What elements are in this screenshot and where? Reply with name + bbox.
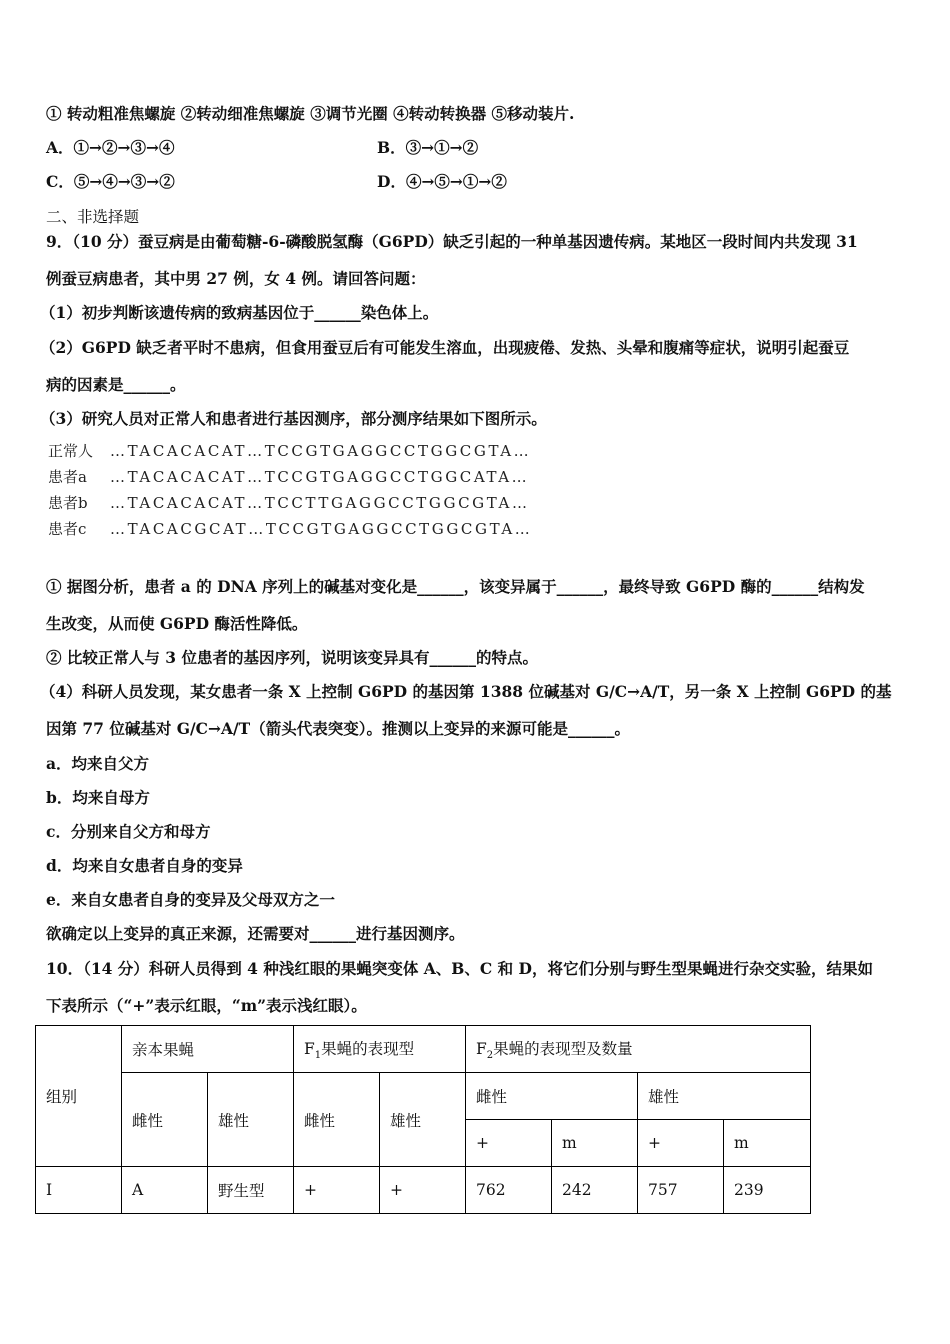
q9-choice-e: e．来自女患者自身的变异及父母双方之一 — [46, 890, 335, 909]
f2-female-plus-header: + — [466, 1120, 552, 1167]
sequence-dna: …TACACACAT…TCCGTGAGGCCTGGCGTA… — [110, 442, 532, 460]
section-title: 二、非选择题 — [46, 208, 140, 226]
row-f1-female: + — [294, 1167, 380, 1214]
q9-final: 欲确定以上变异的真正来源，还需要对______进行基因测序。 — [46, 924, 465, 943]
row-f2-male-plus: 757 — [638, 1167, 724, 1214]
table-row — [36, 1167, 811, 1214]
f1-female-header: 雌性 — [294, 1073, 380, 1167]
row-f2-female-plus: 762 — [466, 1167, 552, 1214]
row-f1-male: + — [380, 1167, 466, 1214]
q8-option-c: C．⑤→④→③→② — [46, 172, 175, 191]
sequence-dna: …TACACACAT…TCCGTGAGGCCTGGCATA… — [110, 468, 530, 486]
q8-steps: ① 转动粗准焦螺旋 ②转动细准焦螺旋 ③调节光圈 ④转动转换器 ⑤移动装片. — [46, 104, 575, 123]
sequence-row-patient-c — [48, 518, 532, 539]
q9-part-4-line-2: 因第 77 位碱基对 G/C→A/T（箭头代表突变）。推测以上变异的来源可能是______。 — [46, 719, 630, 738]
q8-option-d: D．④→⑤→①→② — [377, 172, 507, 191]
sequence-row-patient-a — [48, 466, 529, 487]
row-f2-female-m: 242 — [552, 1167, 638, 1214]
q9-intro-2: 例蚕豆病患者，其中男 27 例，女 4 例。请回答问题： — [46, 269, 426, 288]
f1-male-header: 雄性 — [380, 1073, 466, 1167]
group-header: 组别 — [36, 1026, 122, 1167]
q9-sub-2: ② 比较正常人与 3 位患者的基因序列，说明该变异具有______的特点。 — [46, 648, 538, 667]
f2-header: $F_2$果蝇的表现型及数量 — [466, 1026, 811, 1073]
f2-female-header: 雌性 — [466, 1073, 638, 1120]
f2-male-plus-header: + — [638, 1120, 724, 1167]
results-table — [35, 1025, 811, 1214]
sequence-label: 患者b — [48, 494, 88, 512]
q9-part-4-line-1: （4）科研人员发现，某女患者一条 X 上控制 G6PD 的基因第 1388 位碱基对 G/C→A/T，另一条 X 上控制 G6PD 的基 — [40, 682, 892, 701]
f2-male-m-header: m — [724, 1120, 811, 1167]
q10-intro-1: 10．（14 分）科研人员得到 4 种浅红眼的果蝇突变体 A、B、C 和 D，将它们分别与野生型果蝇进行杂交实验，结果如 — [46, 959, 873, 978]
q9-part-1: （1）初步判断该遗传病的致病基因位于______染色体上。 — [40, 303, 439, 322]
row-group: I — [36, 1167, 122, 1214]
row-parent-female: A — [122, 1167, 208, 1214]
f2-male-header: 雄性 — [638, 1073, 811, 1120]
q9-part-2-line-1: （2）G6PD 缺乏者平时不患病，但食用蚕豆后有可能发生溶血，出现疲倦、发热、头晕和腹痛等症状，说明引起蚕豆 — [40, 338, 850, 357]
row-f2-male-m: 239 — [724, 1167, 811, 1214]
row-parent-male: 野生型 — [208, 1167, 294, 1214]
sequence-row-patient-b — [48, 492, 530, 513]
q10-intro-2: 下表所示（“+”表示红眼，“m”表示浅红眼）。 — [46, 996, 367, 1015]
parents-header: 亲本果蝇 — [122, 1026, 294, 1073]
q9-choice-a: a．均来自父方 — [46, 754, 150, 773]
sequence-label: 患者a — [48, 468, 87, 486]
q9-part-3: （3）研究人员对正常人和患者进行基因测序，部分测序结果如下图所示。 — [40, 409, 547, 428]
q8-option-a: A．①→②→③→④ — [46, 138, 175, 157]
q9-intro-1: 9．（10 分）蚕豆病是由葡萄糖-6-磷酸脱氢酶（G6PD）缺乏引起的一种单基因遗传病。某地区一段时间内共发现 31 — [46, 232, 858, 251]
q9-choice-c: c．分别来自父方和母方 — [46, 822, 211, 841]
q8-option-b: B．③→①→② — [377, 138, 479, 157]
f2-female-m-header: m — [552, 1120, 638, 1167]
sequence-row-normal — [48, 440, 531, 461]
q9-sub-1-line-1: ① 据图分析，患者 a 的 DNA 序列上的碱基对变化是______，该变异属于______，最终导致 G6PD 酶的______结构发 — [46, 577, 865, 596]
sequence-label: 正常人 — [48, 442, 94, 460]
sequence-dna: …TACACACAT…TCCTTGAGGCCTGGCGTA… — [110, 494, 530, 512]
sequence-label: 患者c — [48, 520, 87, 538]
parent-female-header: 雌性 — [122, 1073, 208, 1167]
f1-header: $F_1$果蝇的表现型 — [294, 1026, 466, 1073]
q9-sub-1-line-2: 生改变，从而使 G6PD 酶活性降低。 — [46, 614, 308, 633]
sequence-dna: …TACACGCAT…TCCGTGAGGCCTGGCGTA… — [110, 520, 533, 538]
q9-choice-b: b．均来自母方 — [46, 788, 150, 807]
parent-male-header: 雄性 — [208, 1073, 294, 1167]
q9-part-2-line-2: 病的因素是______。 — [46, 375, 186, 394]
q9-choice-d: d．均来自女患者自身的变异 — [46, 856, 243, 875]
